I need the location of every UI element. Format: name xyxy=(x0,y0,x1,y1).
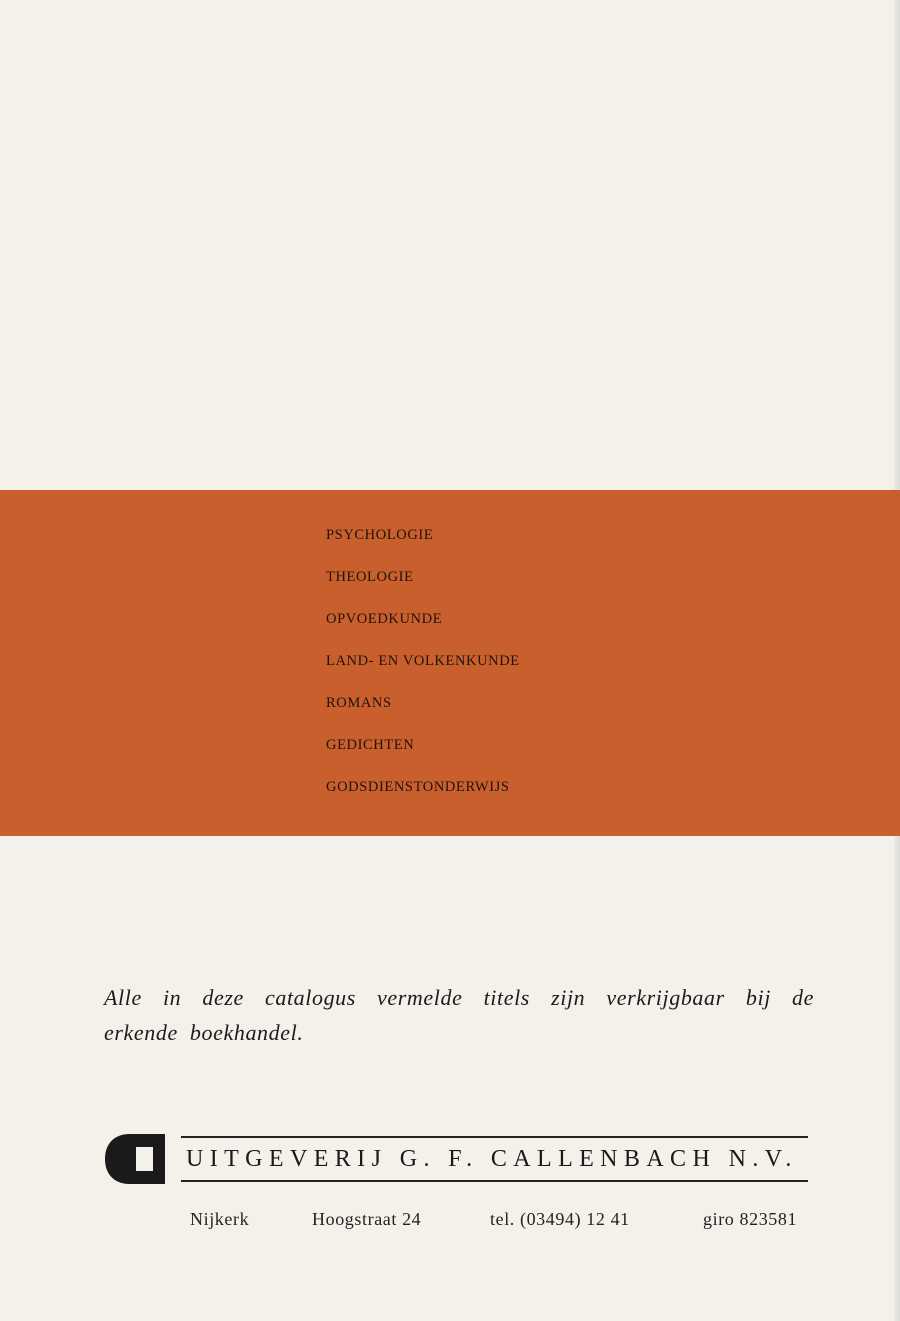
publisher-giro: giro 823581 xyxy=(703,1209,798,1229)
subject-list xyxy=(326,526,520,820)
subject-item-theologie: THEOLOGIE xyxy=(326,569,414,585)
callenbach-logo-icon xyxy=(104,1133,166,1185)
subject-item-gedichten: GEDICHTEN xyxy=(326,737,415,753)
subject-item-romans: ROMANS xyxy=(326,695,392,711)
subject-item-psychologie: PSYCHOLOGIE xyxy=(326,527,434,543)
publisher-rule-bottom xyxy=(181,1180,808,1182)
publisher-street: Hoogstraat 24 xyxy=(312,1209,422,1229)
subject-band xyxy=(0,490,900,836)
subject-item-opvoedkunde: OPVOEDKUNDE xyxy=(326,611,443,627)
publisher-city: Nijkerk xyxy=(190,1209,250,1229)
publisher-rule-top xyxy=(181,1136,808,1138)
publisher-phone: tel. (03494) 12 41 xyxy=(490,1209,630,1229)
subject-item-land-en-volkenkunde: LAND- EN VOLKENKUNDE xyxy=(326,653,520,669)
availability-notice: Alle in deze catalogus vermelde titels zijn verkrijgbaar bij de erkende boekhandel. xyxy=(104,985,814,1045)
publisher-name: UITGEVERIJ G. F. CALLENBACH N.V. xyxy=(186,1146,798,1172)
subject-item-godsdienstonderwijs: GODSDIENSTONDERWIJS xyxy=(326,779,510,795)
